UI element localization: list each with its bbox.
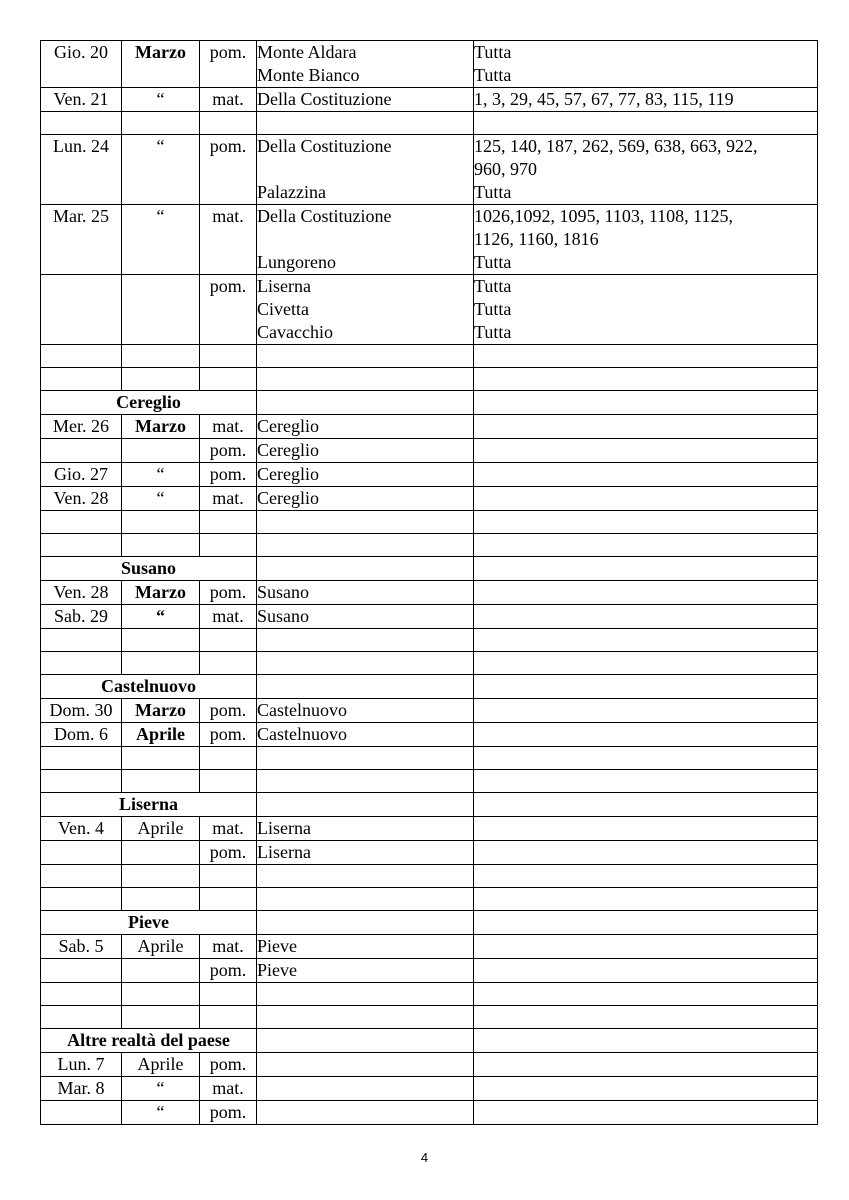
place-line: Della Costituzione — [257, 136, 392, 156]
empty-row — [41, 865, 818, 888]
day-cell: Dom. 30 — [41, 699, 122, 723]
empty-cell — [122, 534, 200, 557]
place-cell — [257, 1101, 474, 1125]
month-cell — [122, 959, 200, 983]
empty-cell — [41, 534, 122, 557]
empty-cell — [474, 675, 818, 699]
place-cell: Castelnuovo — [257, 699, 474, 723]
note-line: Tutta — [474, 299, 512, 319]
notes-cell — [474, 88, 818, 112]
place-cell: Susano — [257, 605, 474, 629]
empty-cell — [122, 511, 200, 534]
empty-cell — [474, 911, 818, 935]
day-cell: Lun. 24 — [41, 135, 122, 205]
time-cell: pom. — [200, 439, 257, 463]
schedule-table — [40, 40, 818, 1125]
notes-cell — [474, 841, 818, 865]
month-cell: “ — [122, 88, 200, 112]
empty-row — [41, 112, 818, 135]
month-cell — [122, 275, 200, 345]
empty-cell — [200, 888, 257, 911]
section-title: Susano — [41, 557, 257, 581]
place-cell: Pieve — [257, 959, 474, 983]
table-row — [41, 959, 818, 983]
table-row — [41, 1077, 818, 1101]
table-row — [41, 581, 818, 605]
month-cell: Aprile — [122, 935, 200, 959]
empty-cell — [257, 793, 474, 817]
note-line: Tutta — [474, 65, 512, 85]
day-cell: Sab. 29 — [41, 605, 122, 629]
empty-row — [41, 983, 818, 1006]
month-cell: Aprile — [122, 1053, 200, 1077]
day-cell — [41, 439, 122, 463]
empty-cell — [41, 747, 122, 770]
day-cell — [41, 1101, 122, 1125]
empty-cell — [257, 675, 474, 699]
month-cell: Aprile — [122, 723, 200, 747]
section-header-row — [41, 793, 818, 817]
empty-cell — [122, 888, 200, 911]
month-cell: “ — [122, 1101, 200, 1125]
empty-cell — [474, 793, 818, 817]
empty-cell — [41, 983, 122, 1006]
table-row — [41, 41, 818, 88]
time-cell: pom. — [200, 841, 257, 865]
notes-cell — [474, 723, 818, 747]
time-cell: pom. — [200, 1101, 257, 1125]
empty-cell — [257, 629, 474, 652]
empty-cell — [257, 865, 474, 888]
time-cell: mat. — [200, 487, 257, 511]
empty-row — [41, 747, 818, 770]
place-cell — [257, 1053, 474, 1077]
empty-cell — [122, 652, 200, 675]
section-title: Pieve — [41, 911, 257, 935]
table-row — [41, 699, 818, 723]
places-cell — [257, 205, 474, 275]
empty-cell — [474, 368, 818, 391]
place-line: Cavacchio — [257, 322, 333, 342]
empty-row — [41, 652, 818, 675]
page-number: 4 — [420, 1150, 429, 1165]
day-cell — [41, 275, 122, 345]
place-cell: Liserna — [257, 841, 474, 865]
empty-cell — [41, 629, 122, 652]
empty-cell — [41, 652, 122, 675]
empty-cell — [200, 770, 257, 793]
table-row — [41, 439, 818, 463]
place-cell: Cereglio — [257, 439, 474, 463]
empty-cell — [41, 1006, 122, 1029]
notes-cell — [474, 439, 818, 463]
empty-cell — [200, 1006, 257, 1029]
section-title: Altre realtà del paese — [41, 1029, 257, 1053]
time-cell: mat. — [200, 88, 257, 112]
empty-cell — [474, 888, 818, 911]
empty-cell — [41, 770, 122, 793]
month-cell: Marzo — [122, 415, 200, 439]
day-cell: Ven. 4 — [41, 817, 122, 841]
empty-cell — [474, 391, 818, 415]
table-row — [41, 817, 818, 841]
place-cell — [257, 1077, 474, 1101]
notes-cell — [474, 463, 818, 487]
section-title: Cereglio — [41, 391, 257, 415]
notes-cell — [474, 817, 818, 841]
month-cell: “ — [122, 463, 200, 487]
notes-cell — [474, 135, 818, 205]
empty-cell — [474, 1006, 818, 1029]
empty-cell — [474, 983, 818, 1006]
time-cell: pom. — [200, 135, 257, 205]
empty-row — [41, 629, 818, 652]
day-cell: Mar. 25 — [41, 205, 122, 275]
empty-cell — [122, 345, 200, 368]
month-cell: Marzo — [122, 699, 200, 723]
empty-cell — [122, 983, 200, 1006]
place-cell: Susano — [257, 581, 474, 605]
place-line: Liserna — [257, 276, 311, 296]
place-cell: Cereglio — [257, 415, 474, 439]
table-row — [41, 463, 818, 487]
table-row — [41, 841, 818, 865]
empty-cell — [474, 112, 818, 135]
day-cell: Dom. 6 — [41, 723, 122, 747]
empty-cell — [257, 652, 474, 675]
note-line: 1, 3, 29, 45, 57, 67, 77, 83, 115, 119 — [474, 89, 734, 109]
empty-cell — [41, 511, 122, 534]
day-cell: Mer. 26 — [41, 415, 122, 439]
place-cell: Castelnuovo — [257, 723, 474, 747]
empty-cell — [200, 747, 257, 770]
note-line: Tutta — [474, 42, 512, 62]
place-line: Monte Aldara — [257, 42, 357, 62]
place-cell: Pieve — [257, 935, 474, 959]
empty-cell — [257, 888, 474, 911]
place-cell: Liserna — [257, 817, 474, 841]
empty-cell — [200, 534, 257, 557]
notes-cell — [474, 1101, 818, 1125]
place-line: Lungoreno — [257, 252, 336, 272]
day-cell: Ven. 21 — [41, 88, 122, 112]
notes-cell — [474, 1077, 818, 1101]
empty-cell — [474, 345, 818, 368]
empty-cell — [122, 865, 200, 888]
place-line: Della Costituzione — [257, 89, 392, 109]
day-cell: Gio. 20 — [41, 41, 122, 88]
table-row — [41, 935, 818, 959]
empty-cell — [257, 911, 474, 935]
empty-cell — [41, 888, 122, 911]
month-cell: “ — [122, 205, 200, 275]
empty-cell — [474, 511, 818, 534]
month-cell — [122, 841, 200, 865]
note-line: 1026,1092, 1095, 1103, 1108, 1125, — [474, 206, 733, 226]
empty-cell — [122, 747, 200, 770]
place-line — [257, 158, 473, 181]
empty-cell — [257, 112, 474, 135]
empty-cell — [122, 770, 200, 793]
places-cell — [257, 41, 474, 88]
day-cell: Ven. 28 — [41, 581, 122, 605]
schedule-body — [41, 41, 818, 1125]
notes-cell — [474, 959, 818, 983]
empty-row — [41, 534, 818, 557]
day-cell — [41, 841, 122, 865]
month-cell — [122, 439, 200, 463]
place-cell: Cereglio — [257, 487, 474, 511]
day-cell: Gio. 27 — [41, 463, 122, 487]
time-cell: mat. — [200, 817, 257, 841]
month-cell: Marzo — [122, 581, 200, 605]
table-row — [41, 1101, 818, 1125]
day-cell: Ven. 28 — [41, 487, 122, 511]
day-cell: Lun. 7 — [41, 1053, 122, 1077]
empty-row — [41, 770, 818, 793]
time-cell: mat. — [200, 415, 257, 439]
section-header-row — [41, 1029, 818, 1053]
note-line: Tutta — [474, 182, 512, 202]
day-cell: Mar. 8 — [41, 1077, 122, 1101]
time-cell: pom. — [200, 723, 257, 747]
empty-cell — [200, 865, 257, 888]
empty-cell — [257, 1029, 474, 1053]
time-cell: mat. — [200, 935, 257, 959]
section-header-row — [41, 911, 818, 935]
empty-cell — [257, 368, 474, 391]
time-cell: pom. — [200, 463, 257, 487]
empty-cell — [200, 629, 257, 652]
empty-cell — [257, 345, 474, 368]
month-cell: “ — [122, 605, 200, 629]
table-row — [41, 275, 818, 345]
notes-cell — [474, 935, 818, 959]
place-line — [257, 228, 473, 251]
note-line: 125, 140, 187, 262, 569, 638, 663, 922, — [474, 136, 758, 156]
empty-row — [41, 1006, 818, 1029]
place-cell: Cereglio — [257, 463, 474, 487]
notes-cell — [474, 205, 818, 275]
note-line: 1126, 1160, 1816 — [474, 229, 599, 249]
table-row — [41, 205, 818, 275]
time-cell: pom. — [200, 699, 257, 723]
section-title: Castelnuovo — [41, 675, 257, 699]
time-cell: pom. — [200, 275, 257, 345]
place-line: Civetta — [257, 299, 309, 319]
empty-cell — [257, 983, 474, 1006]
empty-cell — [200, 345, 257, 368]
table-row — [41, 135, 818, 205]
notes-cell — [474, 605, 818, 629]
time-cell: mat. — [200, 205, 257, 275]
time-cell: pom. — [200, 1053, 257, 1077]
empty-row — [41, 511, 818, 534]
empty-cell — [200, 112, 257, 135]
empty-cell — [122, 368, 200, 391]
empty-cell — [474, 770, 818, 793]
month-cell: “ — [122, 135, 200, 205]
time-cell: pom. — [200, 581, 257, 605]
notes-cell — [474, 275, 818, 345]
empty-cell — [122, 1006, 200, 1029]
note-line: Tutta — [474, 252, 512, 272]
table-row — [41, 1053, 818, 1077]
place-line: Palazzina — [257, 182, 326, 202]
table-row — [41, 415, 818, 439]
month-cell: Aprile — [122, 817, 200, 841]
table-row — [41, 605, 818, 629]
empty-cell — [474, 557, 818, 581]
month-cell: “ — [122, 487, 200, 511]
notes-cell — [474, 41, 818, 88]
month-cell: Marzo — [122, 41, 200, 88]
table-row — [41, 723, 818, 747]
places-cell — [257, 275, 474, 345]
place-line: Della Costituzione — [257, 206, 392, 226]
places-cell — [257, 135, 474, 205]
time-cell: mat. — [200, 1077, 257, 1101]
notes-cell — [474, 699, 818, 723]
empty-cell — [474, 629, 818, 652]
table-row — [41, 487, 818, 511]
empty-cell — [257, 534, 474, 557]
time-cell: mat. — [200, 605, 257, 629]
notes-cell — [474, 1053, 818, 1077]
empty-cell — [41, 345, 122, 368]
empty-cell — [257, 747, 474, 770]
empty-cell — [257, 557, 474, 581]
empty-cell — [200, 983, 257, 1006]
empty-cell — [257, 391, 474, 415]
places-cell — [257, 88, 474, 112]
empty-row — [41, 345, 818, 368]
empty-row — [41, 888, 818, 911]
table-row — [41, 88, 818, 112]
section-header-row — [41, 557, 818, 581]
empty-cell — [257, 511, 474, 534]
empty-cell — [257, 1006, 474, 1029]
time-cell: pom. — [200, 41, 257, 88]
empty-cell — [200, 511, 257, 534]
time-cell: pom. — [200, 959, 257, 983]
day-cell: Sab. 5 — [41, 935, 122, 959]
section-header-row — [41, 675, 818, 699]
empty-cell — [41, 865, 122, 888]
empty-cell — [41, 112, 122, 135]
place-line: Monte Bianco — [257, 65, 360, 85]
note-line: Tutta — [474, 276, 512, 296]
notes-cell — [474, 487, 818, 511]
empty-cell — [200, 368, 257, 391]
section-title: Liserna — [41, 793, 257, 817]
notes-cell — [474, 581, 818, 605]
note-line: 960, 970 — [474, 159, 537, 179]
empty-cell — [122, 629, 200, 652]
empty-cell — [200, 652, 257, 675]
empty-cell — [474, 1029, 818, 1053]
day-cell — [41, 959, 122, 983]
empty-cell — [257, 770, 474, 793]
month-cell: “ — [122, 1077, 200, 1101]
empty-cell — [474, 534, 818, 557]
empty-cell — [474, 865, 818, 888]
empty-row — [41, 368, 818, 391]
empty-cell — [41, 368, 122, 391]
empty-cell — [474, 652, 818, 675]
empty-cell — [474, 747, 818, 770]
note-line: Tutta — [474, 322, 512, 342]
section-header-row — [41, 391, 818, 415]
empty-cell — [122, 112, 200, 135]
notes-cell — [474, 415, 818, 439]
